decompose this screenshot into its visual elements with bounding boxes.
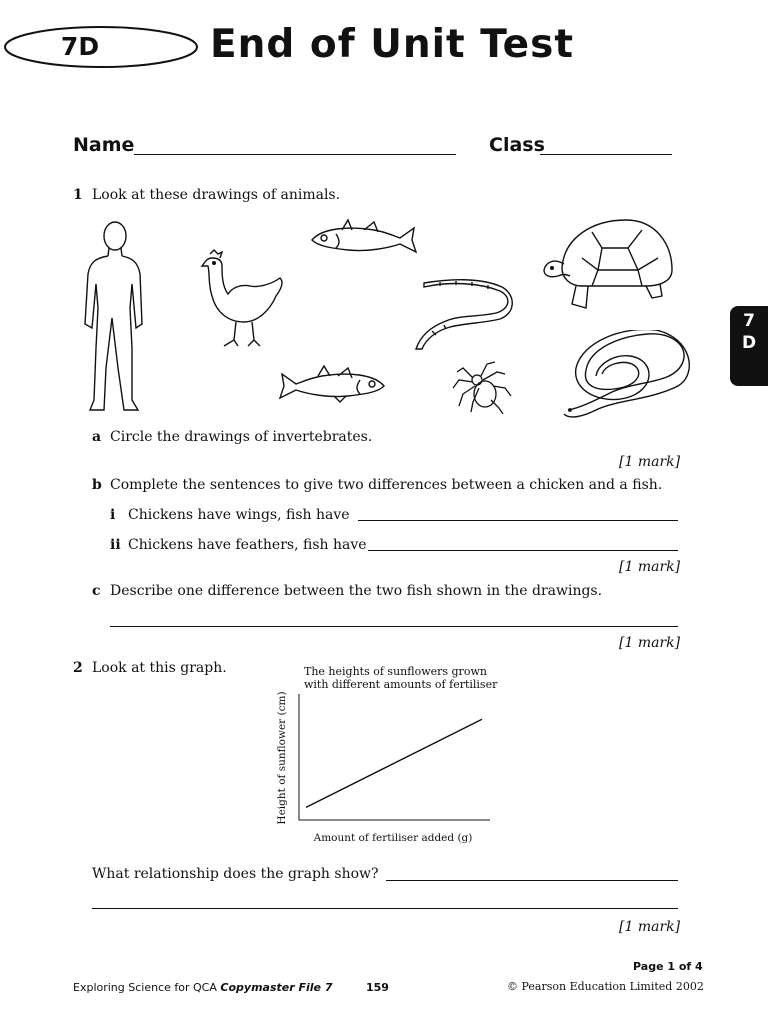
q1c-letter: c [92,583,101,599]
chart-series-line-0 [306,719,482,807]
class-label: Class [489,134,545,156]
tortoise-icon[interactable] [542,218,674,316]
name-field[interactable] [134,154,456,155]
name-label: Name [73,134,135,156]
footer-copymaster: Copymaster File 7 [220,981,333,994]
q2-number: 2 [73,660,83,676]
unit-code: 7D [60,32,100,61]
side-tab-line2: D [741,333,757,353]
q1-text: Look at these drawings of animals. [92,187,341,203]
q1bii-num: ii [110,537,121,553]
snake-icon[interactable] [560,330,692,418]
chart-xlabel: Amount of fertiliser added (g) [313,832,473,844]
footer-copyright: © Pearson Education Limited 2002 [507,980,704,993]
q1b-letter: b [92,477,102,493]
human-icon[interactable] [78,218,148,416]
page-title: End of Unit Test [210,22,574,67]
q1bii-answer-line[interactable] [368,550,678,551]
footer-page-number: 159 [366,981,389,994]
q1a-letter: a [92,429,102,445]
q1b-mark: [1 mark] [619,559,681,575]
q1c-answer-line[interactable] [110,626,678,627]
chart [270,690,500,850]
q1c-mark: [1 mark] [619,635,681,651]
q1-number: 1 [73,187,83,203]
q2-mark: [1 mark] [619,919,681,935]
side-tab-line1: 7 [743,311,755,331]
fish-icon-2[interactable] [278,364,388,404]
unit-side-tab [730,306,768,386]
q1bi-num: i [110,507,116,523]
page-count: Page 1 of 4 [633,960,703,973]
worm-icon[interactable] [410,279,514,353]
class-field[interactable] [540,154,672,155]
spider-icon[interactable] [451,360,513,414]
q2-answer-line-2[interactable] [92,908,678,909]
q1bi-answer-line[interactable] [358,520,678,521]
footer-series: Exploring Science for QCA [73,981,217,994]
q1a-mark: [1 mark] [619,454,681,470]
chart-plot-area [306,719,482,807]
chicken-icon[interactable] [198,248,286,352]
footer-publication [73,981,332,994]
q1a-text: Circle the drawings of invertebrates. [110,429,373,445]
q2-question: What relationship does the graph show? [92,866,379,882]
q2-text: Look at this graph. [92,660,227,676]
chart-ylabel: Height of sunflower (cm) [276,691,288,825]
q1c-text: Describe one difference between the two fish shown in the drawings. [110,583,603,599]
q1bii-text: Chickens have feathers, fish have [128,537,367,553]
fish-icon[interactable] [308,218,418,258]
q1bi-text: Chickens have wings, fish have [128,507,350,523]
q2-answer-line-1[interactable] [386,880,678,881]
q1b-text: Complete the sentences to give two differences between a chicken and a fish. [110,477,663,493]
chart-title: The heights of sunflowers grown with different amounts of fertiliser [304,665,498,691]
